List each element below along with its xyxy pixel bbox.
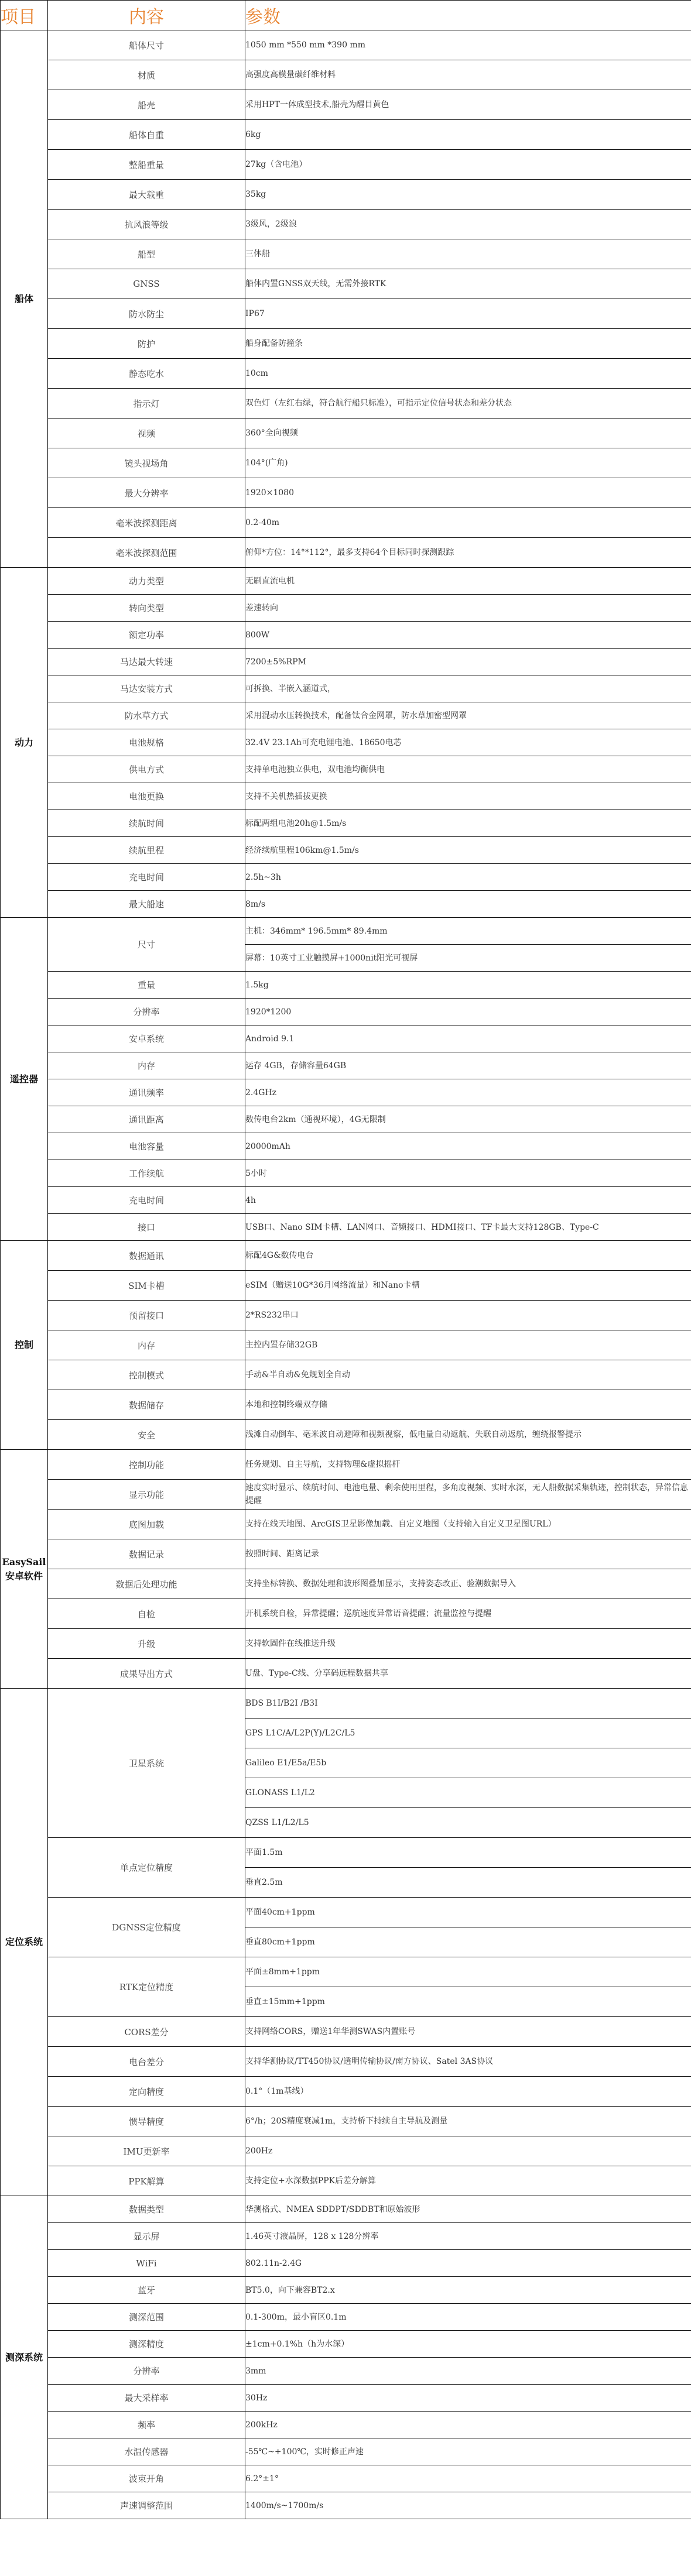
table-row [1,180,691,210]
spec-value-cell: 三体船 [245,239,691,269]
spec-item-cell: 续航里程 [48,837,245,864]
table-row [1,1106,691,1133]
spec-table-body [1,30,691,2519]
spec-item-cell: SIM卡槽 [48,1271,245,1301]
table-row [1,1659,691,1689]
section-category-cell: EasySail安卓软件 [1,1450,48,1689]
spec-value-cell: 6.2°±1° [245,2465,691,2492]
table-row [1,595,691,622]
spec-value-cell: 0.1-300m，最小盲区0.1m [245,2304,691,2331]
table-row [1,329,691,359]
table-row [1,918,691,945]
spec-value-cell: 支持定位+水深数据PPK后差分解算 [245,2166,691,2196]
spec-item-cell: GNSS [48,269,245,299]
spec-value-cell: 27kg（含电池） [245,150,691,180]
spec-item-cell: 安卓系统 [48,1025,245,1052]
spec-value-cell: 船身配备防撞条 [245,329,691,359]
spec-value-cell: 经济续航里程106km@1.5m/s [245,837,691,864]
header-category: 项目 [1,1,48,30]
spec-value-cell: QZSS L1/L2/L5 [245,1808,691,1838]
table-row [1,1420,691,1450]
spec-value-cell: 平面±8mm+1ppm [245,1957,691,1987]
spec-item-cell: 防护 [48,329,245,359]
spec-item-cell: 最大载重 [48,180,245,210]
table-row [1,2385,691,2412]
spec-item-cell: 单点定位精度 [48,1838,245,1898]
spec-item-cell: 水温传感器 [48,2438,245,2465]
spec-item-cell: 底图加载 [48,1510,245,1539]
table-row [1,1539,691,1569]
table-row [1,1689,691,1719]
spec-value-cell: 104°(广角) [245,448,691,478]
spec-item-cell: 充电时间 [48,864,245,891]
spec-item-cell: 成果导出方式 [48,1659,245,1689]
spec-value-cell: 1920×1080 [245,478,691,508]
table-row [1,2465,691,2492]
spec-item-cell: 内存 [48,1330,245,1360]
spec-value-cell: 数传电台2km（通视环境），4G无限制 [245,1106,691,1133]
section-category-cell: 测深系统 [1,2196,48,2519]
spec-value-cell: 2.5h~3h [245,864,691,891]
spec-item-cell: 镜头视场角 [48,448,245,478]
spec-value-cell: 平面1.5m [245,1838,691,1868]
spec-item-cell: 显示屏 [48,2223,245,2250]
spec-value-cell: 开机系统自检，异常提醒；巡航速度异常语音提醒；流量监控与提醒 [245,1599,691,1629]
table-row [1,2107,691,2136]
spec-value-cell: 支持坐标转换、数据处理和波形图叠加显示，支持姿态改正、验潮数据导入 [245,1569,691,1599]
spec-value-cell: 0.2-40m [245,508,691,538]
spec-value-cell: 35kg [245,180,691,210]
table-row [1,1599,691,1629]
table-row [1,120,691,150]
spec-value-cell: 主机：346mm* 196.5mm* 89.4mm [245,918,691,945]
spec-item-cell: 抗风浪等级 [48,210,245,239]
table-row [1,622,691,649]
spec-item-cell: 动力类型 [48,568,245,595]
spec-item-cell: 波束开角 [48,2465,245,2492]
table-row [1,1360,691,1390]
table-row [1,1390,691,1420]
table-row [1,1052,691,1079]
table-row [1,1957,691,1987]
spec-item-cell: 通讯频率 [48,1079,245,1106]
spec-value-cell: 360°全向视频 [245,419,691,448]
spec-value-cell: 支持软固件在线推送升级 [245,1629,691,1659]
table-row [1,1510,691,1539]
spec-item-cell: 数据储存 [48,1390,245,1420]
spec-item-cell: 通讯距离 [48,1106,245,1133]
table-row [1,999,691,1025]
table-row [1,299,691,329]
spec-value-cell: 2*RS232串口 [245,1301,691,1330]
table-row [1,972,691,999]
table-row [1,2412,691,2438]
spec-value-cell: 32.4V 23.1Ah可充电锂电池、18650电芯 [245,729,691,756]
section-category-cell: 控制 [1,1241,48,1450]
spec-value-cell: U盘、Type-C线、分享码远程数据共享 [245,1659,691,1689]
spec-item-cell: 数据记录 [48,1539,245,1569]
spec-item-cell: 数据类型 [48,2196,245,2223]
spec-value-cell: 屏幕：10英寸工业触摸屏+1000nit阳光可视屏 [245,945,691,972]
table-row [1,729,691,756]
table-row [1,1898,691,1927]
table-row [1,538,691,568]
table-row [1,269,691,299]
table-row [1,2047,691,2077]
table-row [1,2196,691,2223]
spec-value-cell: 支持在线天地图、ArcGIS卫星影像加载、自定义地图（支持输入自定义卫星图URL） [245,1510,691,1539]
spec-item-cell: 最大采样率 [48,2385,245,2412]
spec-value-cell: 双色灯（左红右绿，符合航行船只标准），可指示定位信号状态和差分状态 [245,389,691,419]
spec-item-cell: 船体自重 [48,120,245,150]
spec-value-cell: 20000mAh [245,1133,691,1160]
spec-item-cell: 船体尺寸 [48,30,245,60]
table-row [1,2358,691,2385]
table-row [1,448,691,478]
section-category-cell: 动力 [1,568,48,918]
spec-value-cell: 5小时 [245,1160,691,1187]
section-category-cell: 遥控器 [1,918,48,1241]
spec-value-cell: BDS B1I/B2I /B3I [245,1689,691,1719]
table-row [1,1838,691,1868]
spec-value-cell: 速度实时显示、续航时间、电池电量、剩余使用里程，多角度视频、实时水深，无人船数据采集轨迹，控制状态，异常信息提醒 [245,1480,691,1510]
spec-item-cell: 电池规格 [48,729,245,756]
spec-item-cell: 船型 [48,239,245,269]
spec-item-cell: 升级 [48,1629,245,1659]
spec-item-cell: 船壳 [48,90,245,120]
table-row [1,810,691,837]
spec-value-cell: 2.4GHz [245,1079,691,1106]
spec-item-cell: 测深范围 [48,2304,245,2331]
spec-item-cell: 最大船速 [48,891,245,918]
table-row [1,210,691,239]
spec-value-cell: 200kHz [245,2412,691,2438]
spec-value-cell: 800W [245,622,691,649]
spec-item-cell: 声速调整范围 [48,2492,245,2519]
table-row [1,2277,691,2304]
spec-value-cell: 200Hz [245,2136,691,2166]
spec-item-cell: 尺寸 [48,918,245,972]
spec-value-cell: GPS L1C/A/L2P(Y)/L2C/L5 [245,1719,691,1748]
spec-value-cell: 高强度高模量碳纤维材料 [245,60,691,90]
table-row [1,90,691,120]
table-row [1,30,691,60]
spec-value-cell: BT5.0，向下兼容BT2.x [245,2277,691,2304]
spec-value-cell: 差速转向 [245,595,691,622]
spec-value-cell: 1400m/s~1700m/s [245,2492,691,2519]
table-row [1,1160,691,1187]
spec-item-cell: 马达最大转速 [48,649,245,675]
spec-value-cell: 8m/s [245,891,691,918]
table-row [1,150,691,180]
spec-value-cell: ±1cm+0.1%h（h为水深） [245,2331,691,2358]
table-header-row [1,1,691,30]
spec-value-cell: 标配4G&数传电台 [245,1241,691,1271]
spec-value-cell: 垂直2.5m [245,1868,691,1898]
spec-item-cell: 显示功能 [48,1480,245,1510]
spec-value-cell: 浅滩自动倒车、毫米波自动避障和视频视察，低电量自动返航、失联自动返航，缠绕报警提示 [245,1420,691,1450]
table-row [1,2017,691,2047]
table-row [1,649,691,675]
spec-item-cell: 防水防尘 [48,299,245,329]
table-row [1,756,691,783]
section-category-cell: 定位系统 [1,1689,48,2196]
spec-item-cell: 整船重量 [48,150,245,180]
table-row [1,1133,691,1160]
section-category-cell: 船体 [1,30,48,568]
spec-item-cell: 控制功能 [48,1450,245,1480]
spec-value-cell: USB口、Nano SIM卡槽、LAN网口、音频接口、HDMI接口、TF卡最大支持128GB、Type-C [245,1214,691,1241]
table-row [1,1629,691,1659]
spec-value-cell: 采用混动水压转换技术，配备钛合金网罩，防水草加密型网罩 [245,702,691,729]
spec-item-cell: 数据后处理功能 [48,1569,245,1599]
table-row [1,2166,691,2196]
table-row [1,1187,691,1214]
spec-item-cell: 防水草方式 [48,702,245,729]
spec-item-cell: 静态吃水 [48,359,245,389]
spec-item-cell: 预留接口 [48,1301,245,1330]
table-row [1,2438,691,2465]
table-row [1,239,691,269]
spec-item-cell: 最大分辨率 [48,478,245,508]
spec-item-cell: RTK定位精度 [48,1957,245,2017]
table-row [1,2136,691,2166]
spec-value-cell: 按照时间、距离记录 [245,1539,691,1569]
table-row [1,2492,691,2519]
header-item: 内容 [48,1,245,30]
spec-item-cell: 材质 [48,60,245,90]
header-value: 参数 [245,1,691,30]
spec-item-cell: 工作续航 [48,1160,245,1187]
spec-item-cell: 转向类型 [48,595,245,622]
spec-item-cell: 安全 [48,1420,245,1450]
spec-item-cell: 充电时间 [48,1187,245,1214]
spec-item-cell: 分辨率 [48,999,245,1025]
spec-item-cell: 测深精度 [48,2331,245,2358]
spec-item-cell: 马达安装方式 [48,675,245,702]
spec-value-cell: 船体内置GNSS双天线，无需外接RTK [245,269,691,299]
spec-value-cell: 0.1°（1m基线） [245,2077,691,2107]
table-row [1,864,691,891]
table-row [1,1450,691,1480]
spec-item-cell: 电池更换 [48,783,245,810]
table-row [1,1480,691,1510]
spec-value-cell: 平面40cm+1ppm [245,1898,691,1927]
spec-value-cell: eSIM（赠送10G*36月网络流量）和Nano卡槽 [245,1271,691,1301]
spec-item-cell: CORS差分 [48,2017,245,2047]
table-row [1,837,691,864]
spec-value-cell: 1920*1200 [245,999,691,1025]
spec-value-cell: 3mm [245,2358,691,2385]
spec-value-cell: -55℃~+100℃，实时修正声速 [245,2438,691,2465]
spec-item-cell: 重量 [48,972,245,999]
spec-item-cell: 电池容量 [48,1133,245,1160]
spec-value-cell: 4h [245,1187,691,1214]
spec-item-cell: 内存 [48,1052,245,1079]
spec-value-cell: 1.5kg [245,972,691,999]
table-row [1,389,691,419]
spec-value-cell: 运存 4GB，存储容量64GB [245,1052,691,1079]
table-row [1,2250,691,2277]
spec-item-cell: 惯导精度 [48,2107,245,2136]
table-row [1,359,691,389]
spec-value-cell: 支持华测协议/TT450协议/透明传输协议/南方协议、Satel 3AS协议 [245,2047,691,2077]
spec-value-cell: 垂直80cm+1ppm [245,1927,691,1957]
table-row [1,1025,691,1052]
spec-value-cell: 采用HPT一体成型技术,船壳为醒目黄色 [245,90,691,120]
table-row [1,419,691,448]
spec-item-cell: 卫星系统 [48,1689,245,1838]
spec-item-cell: 毫米波探测距离 [48,508,245,538]
spec-value-cell: Android 9.1 [245,1025,691,1052]
table-row [1,1301,691,1330]
spec-item-cell: 毫米波探测范围 [48,538,245,568]
spec-item-cell: PPK解算 [48,2166,245,2196]
spec-item-cell: 数据通讯 [48,1241,245,1271]
spec-value-cell: 3级风，2级浪 [245,210,691,239]
table-row [1,1569,691,1599]
table-row [1,702,691,729]
table-row [1,508,691,538]
table-row [1,1330,691,1360]
spec-value-cell: 任务规划、自主导航，支持物理&虚拟摇杆 [245,1450,691,1480]
spec-item-cell: IMU更新率 [48,2136,245,2166]
spec-item-cell: 频率 [48,2412,245,2438]
spec-value-cell: 1050 mm *550 mm *390 mm [245,30,691,60]
spec-value-cell: 30Hz [245,2385,691,2412]
table-row [1,891,691,918]
spec-value-cell: GLONASS L1/L2 [245,1778,691,1808]
table-row [1,2077,691,2107]
spec-item-cell: 供电方式 [48,756,245,783]
spec-item-cell: 续航时间 [48,810,245,837]
spec-value-cell: 10cm [245,359,691,389]
spec-value-cell: 7200±5%RPM [245,649,691,675]
spec-item-cell: 电台差分 [48,2047,245,2077]
spec-item-cell: 自检 [48,1599,245,1629]
spec-value-cell: 支持网络CORS，赠送1年华测SWAS内置账号 [245,2017,691,2047]
spec-value-cell: 6kg [245,120,691,150]
spec-value-cell: 可拆换、半嵌入涵道式， [245,675,691,702]
spec-value-cell: 本地和控制终端双存储 [245,1390,691,1420]
spec-value-cell: 标配两组电池20h@1.5m/s [245,810,691,837]
spec-value-cell: 支持单电池独立供电，双电池均衡供电 [245,756,691,783]
table-row [1,2331,691,2358]
spec-item-cell: 分辨率 [48,2358,245,2385]
table-row [1,478,691,508]
spec-value-cell: 802.11n-2.4G [245,2250,691,2277]
spec-value-cell: 支持不关机热插拔更换 [245,783,691,810]
table-row [1,1214,691,1241]
spec-value-cell: 垂直±15mm+1ppm [245,1987,691,2017]
table-row [1,1079,691,1106]
table-row [1,1271,691,1301]
spec-item-cell: DGNSS定位精度 [48,1898,245,1957]
spec-value-cell: 主控内置存储32GB [245,1330,691,1360]
spec-value-cell: IP67 [245,299,691,329]
spec-value-cell: 华测格式、NMEA SDDPT/SDDBT和原始波形 [245,2196,691,2223]
table-row [1,783,691,810]
spec-item-cell: 额定功率 [48,622,245,649]
spec-value-cell: 手动&半自动&免规划全自动 [245,1360,691,1390]
table-row [1,675,691,702]
table-row [1,2223,691,2250]
table-row [1,60,691,90]
table-row [1,2304,691,2331]
spec-item-cell: 控制模式 [48,1360,245,1390]
spec-item-cell: 指示灯 [48,389,245,419]
spec-item-cell: 视频 [48,419,245,448]
table-row [1,1241,691,1271]
spec-value-cell: Galileo E1/E5a/E5b [245,1748,691,1778]
spec-item-cell: WiFi [48,2250,245,2277]
spec-value-cell: 无刷直流电机 [245,568,691,595]
spec-value-cell: 俯仰*方位：14°*112°，最多支持64个目标同时探测跟踪 [245,538,691,568]
table-row [1,568,691,595]
spec-value-cell: 1.46英寸液晶屏，128 x 128分辨率 [245,2223,691,2250]
spec-item-cell: 蓝牙 [48,2277,245,2304]
spec-item-cell: 定向精度 [48,2077,245,2107]
spec-value-cell: 6°/h；20S精度衰减1m，支持桥下持续自主导航及测量 [245,2107,691,2136]
spec-item-cell: 接口 [48,1214,245,1241]
